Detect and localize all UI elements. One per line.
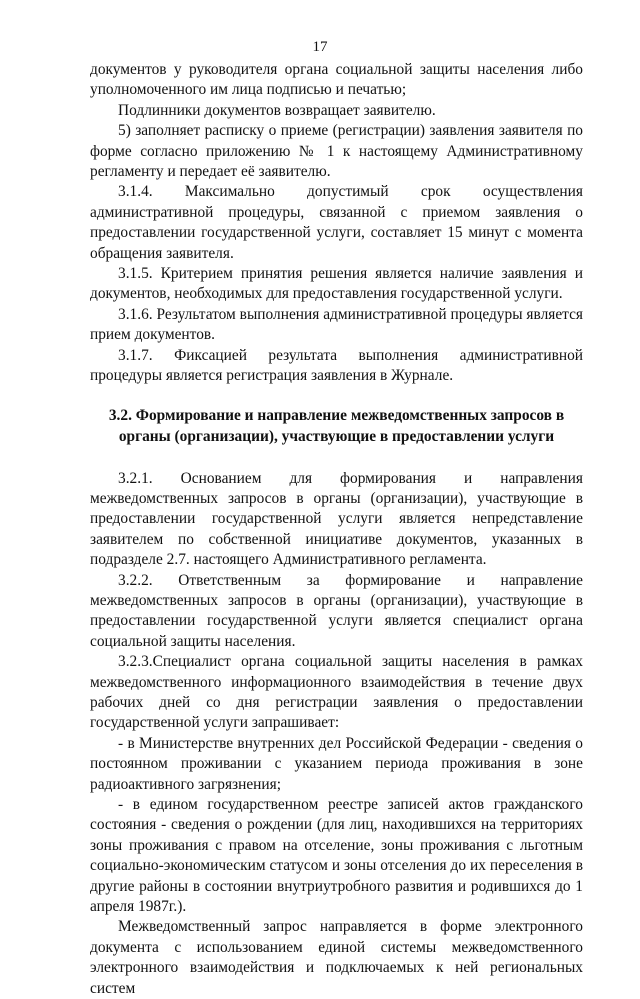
list-item: - в едином государственном реестре записей актов гражданского состояния - сведения о рождении (для лиц, находившихся на территориях зоны проживания с правом на отселение, зоны проживания с льготным социально-экономическим статусом и зоны отселения до их переселения в другие районы в состоянии внутриутробного развития и родившихся до 1 апреля 1987г.). [90, 796, 583, 916]
paragraph: Подлинники документов возвращает заявителю. [118, 101, 436, 119]
document-body [90, 60, 583, 999]
list-item: - в Министерстве внутренних дел Российской Федерации - сведения о постоянном проживании с указанием периода проживания в зоне радиоактивного загрязнения; [90, 734, 583, 793]
paragraph: Межведомственный запрос направляется в форме электронного документа с использованием единой системы межведомственного электронного взаимодействия и подключаемых к ней региональных систем [90, 918, 583, 997]
paragraph: 3.1.6. Результатом выполнения административной процедуры является прием документов. [90, 305, 583, 344]
paragraph: 3.1.5. Критерием принятия решения является наличие заявления и документов, необходимых для предоставления государственной услуги. [90, 265, 583, 303]
paragraph: 5) заполняет расписку о приеме (регистрации) заявления заявителя по форме согласно приложению № 1 к настоящему Административному регламенту и передает её заявителю. [90, 122, 583, 181]
section-heading: 3.2. Формирование и направление межведомственных запросов в органы (организации), участвующие в предоставлении услуги [108, 406, 565, 445]
paragraph: 3.2.3.Специалист органа социальной защиты населения в рамках межведомственного информационного взаимодействия в течение двух рабочих дней со дня регистрации заявления о предоставлении государственной услуги запрашивает: [90, 653, 583, 732]
page-number: 17 [312, 39, 328, 55]
paragraph: 3.1.4. Максимально допустимый срок осуществления административной процедуры, связанной с приемом заявления о предоставлении государственной услуги, составляет 15 минут с момента обращения заявителя. [90, 183, 583, 262]
paragraph: 3.1.7. Фиксацией результата выполнения административной процедуры является регистрация заявления в Журнале. [90, 346, 583, 385]
paragraph: 3.2.1. Основанием для формирования и направления межведомственных запросов в органы (организации), участвующие в предоставлении государственной услуги является непредставление заявителем по собственной инициативе документов, указанных в подразделе 2.7. настоящего Административного регламента. [90, 469, 583, 569]
paragraph: 3.2.2. Ответственным за формирование и направление межведомственных запросов в органы (организации), участвующие в предоставлении государственной услуги является специалист органа социальной защиты населения. [90, 571, 583, 650]
paragraph: документов у руководителя органа социальной защиты населения либо уполномоченного им лица подписью и печатью; [90, 61, 583, 99]
